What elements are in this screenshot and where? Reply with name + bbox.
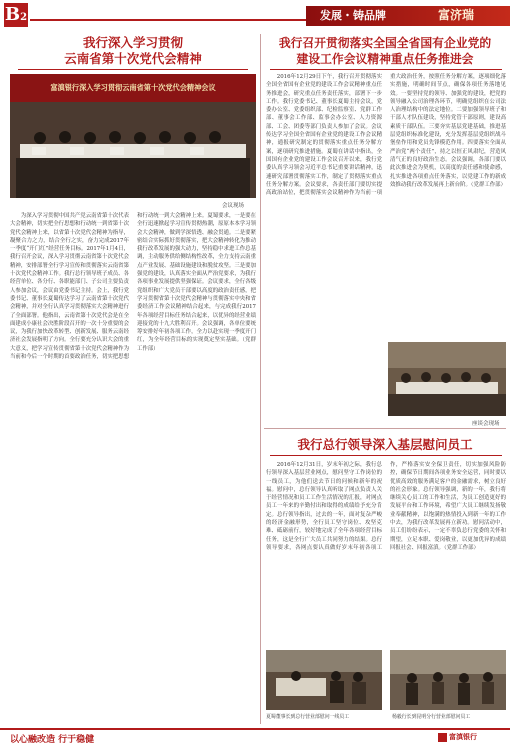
article3-body-text: 2016年12月31日，岁末年初之际，我行总行领导深入基层营业网点，慰问坚守工作岗位的一线员工，为他们送去节日的问候和新年的祝福。慰问中，总行领导认真听取了网点负责人关于经营情况和员工工作生活情况的汇报，对网点员工一年来的辛勤付出和取得的成绩给予充分肯定。总行领导指出，过去的一年，面对复杂严峻的经济金融形势，全行员工坚守岗位、攻坚克难、砥砺前行，较好地完成了全年各项经营目标任务，这是全行广大员工共同努力的结果。总行领导要求，各网点要认真做好岁末年初各项工作，严格落实安全保卫责任，切实加强风险防控，确保节日期间各项业务安全运营，同时要以优质高效的服务满足客户的金融需求，树立良好的社会形象。总行领导强调，新的一年，我行将继续关心员工的工作和生活，为员工创造更好的发展平台和工作环境，希望广大员工继续发扬敬业奉献精神，以饱满的热情投入到新一年的工作中去，为我行改革发展再立新功。慰问活动中，员工们纷纷表示，一定不辜负总行党委的关怀和期望，立足本职、爱岗敬业，以更加优异的成绩回报社会、回报富滇。（党群工作部） (266, 462, 506, 551)
article1-title-line2: 云南省第十次党代会精神 (64, 51, 202, 66)
article1-title-line1: 我行深入学习贯彻 (82, 35, 183, 50)
article3-photo1 (266, 650, 382, 710)
article2-title-line1: 我行召开贯彻落实全国全省国有企业党的 (278, 36, 492, 50)
page-header (0, 0, 510, 30)
article1-body (10, 212, 256, 726)
column-divider (260, 34, 261, 724)
footer-logo-text: 富滇银行 (449, 733, 477, 741)
article-divider (264, 428, 506, 429)
article3-photo2-caption: 杨毅行长到昆明分行营业部慰问员工 (392, 714, 471, 720)
footer-logo (438, 732, 477, 742)
footer-slogan: 以心融改造 行于稳健 (10, 735, 95, 744)
article2-title-line2: 建设工作会议精神重点任务推进会 (296, 52, 474, 66)
header-rule (30, 19, 306, 21)
article2-photo (388, 342, 506, 416)
footer-rule (0, 728, 510, 730)
article2-title-rule (270, 69, 502, 70)
article2-body-text: 2016年12月29日下午，我行召开贯彻落实全国全省国有企业党的建设工作会议精神重点任务推进会，研究重点任务责任落实，部署下一步工作。我行党委书记、董事长夏蜀主持会议，党委办公室、党委组织部、纪检监察室、党群工作部、董事会工作部、监事会办公室、人力资源部、工会、团委等部门负责人参加了会议。会议传达学习全国全省国有企业党的建设工作会议精神，通报研究制定的贯彻落实重点任务分解方案，逐项研究推进措施。夏蜀在讲话中指出，全国国有企业党的建设工作会议召开以来，我行党委认真学习领会习近平总书记重要讲话精神，迅速研究部署贯彻落实工作，制定了贯彻落实重点任务分解方案。会议要求，各责任部门要切实提高政治站位，把贯彻落实会议精神作为当前一项重大政治任务，按照任务分解方案，逐项细化落实措施，明确时间节点，确保各项任务落地见效。一要坚持党的领导、加强党的建设，把党的领导融入公司治理各环节，明确党组织在公司法人治理结构中的法定地位。二要加强领导班子和干部人才队伍建设，坚持党管干部原则，建设高素质干部队伍。三要夯实基层党建基础，推进基层党组织标准化建设，充分发挥基层党组织战斗堡垒作用和党员先锋模范作用。四要落实全面从严治党“两个责任”，持之以恒正风肃纪，营造风清气正的良好政治生态。会议强调，各部门要以此次推进会为契机，以高度的责任感和使命感，扎实推进各项重点任务落实，以党建工作的新成效推动我行改革发展再上新台阶。（党群工作部） (266, 74, 506, 197)
article1-photo-caption: 会议现场 (222, 203, 245, 209)
article1-title-rule (18, 69, 248, 70)
article3-photo2 (390, 650, 506, 710)
article3-title: 我行总行领导深入基层慰问员工 (297, 437, 473, 452)
article3-photo1-caption: 夏蜀董事长到总行营业部慰问一线员工 (266, 714, 350, 720)
article1-body-text: 为深入学习贯彻中国共产党云南省第十次代表大会精神，切实把全行思想和行动统一到省第十次党代会精神上来，以省第十次党代会精神为指导，凝聚合力之力，结合全行之实，奋力完成2017年一季度“开门红”经营任务目标。2017年1月4日，我行召开会议，深入学习贯彻云南省第十次党代会精神，安排部署全行学习宣传和贯彻落实云南省第十次党代会精神工作。我行总行领导班子成员、各经营单位、各分行、各职能部门、子公司主要负责人参加会议，会议由党委书记主持。会上，我行党委书记、董事长夏蜀传达学习了云南省第十次党代会精神，并对全行认真学习贯彻落实大会精神进行了全面部署。他指出，云南省第十次党代会是在全面建成小康社会决胜阶段召开的一次十分重要的会议，为我行加快改革转型、创新发展、服务云南经济社会发展指明了方向。全行要充分认识大会的重大意义，把学习宣传贯彻省第十次党代会精神作为当前和今后一个时期的首要政治任务，切实把思想和行动统一到大会精神上来。夏蜀要求，一是要在全行迅速掀起学习宣传贯彻热潮，原原本本学习领会大会精神，做到学深悟透、融会贯通。二是要紧密结合实际抓好贯彻落实，把大会精神转化为推动我行改革发展的强大动力，坚持稳中求进工作总基调，主动服务供给侧结构性改革，全力支持云南重点产业发展、基础设施建设和脱贫攻坚。三是要加强党的建设，认真落实全面从严治党要求，为我行各项事业发展提供坚强保证。会议要求，全行各级党组织和广大党员干部要以高度的政治责任感，把学习贯彻省第十次党代会精神与贯彻落实中央和省委经济工作会议精神结合起来，与完成我行2017年各项经营目标任务结合起来，以优异的经营业绩迎接党的十九大胜利召开。会议强调，各单位要统筹安排好年初各项工作，全力以赴实现一季度开门红，为全年经营目标的实现奠定坚实基础。（党群工作部） (10, 213, 256, 361)
article3-body (266, 461, 506, 647)
page-footer (0, 728, 510, 744)
page-number-badge: B2 (4, 4, 28, 25)
article3-title-rule (270, 455, 502, 456)
bank-logo-icon (438, 733, 447, 742)
paper-name: 富济瑞 (438, 8, 475, 22)
photo-banner-text: 富滇银行深入学习贯彻云南省第十次党代会精神会议 (50, 83, 216, 92)
article1-photo (10, 74, 256, 198)
section-title: 发展・铸品牌 (320, 9, 386, 22)
article2-photo-caption: 座谈会现场 (472, 421, 500, 427)
